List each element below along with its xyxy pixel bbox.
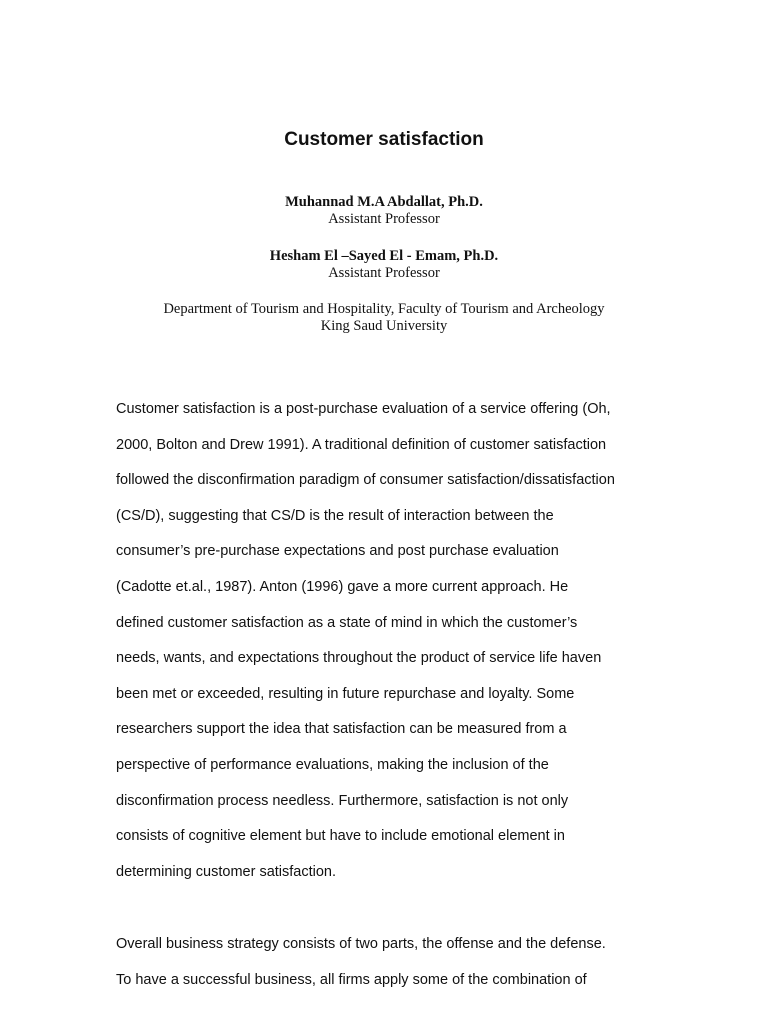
paragraph-1: [116, 392, 656, 890]
text-line: consists of cognitive element but have to include emotional element in: [116, 828, 565, 845]
text-line: (Cadotte et.al., 1987). Anton (1996) gave a more current approach. He: [116, 578, 569, 595]
text-line: defined customer satisfaction as a state of mind in which the customer’s: [116, 614, 578, 631]
text-line: (CS/D), suggesting that CS/D is the result of interaction between the: [116, 507, 554, 524]
author-block-2: [0, 248, 768, 282]
author-name: Muhannad M.A Abdallat, Ph.D.: [285, 194, 483, 210]
author-role: Assistant Professor: [328, 265, 440, 281]
text-line: been met or exceeded, resulting in future repurchase and loyalty. Some: [116, 685, 575, 702]
author-name: Hesham El –Sayed El - Emam, Ph.D.: [269, 248, 499, 264]
text-line: disconfirmation process needless. Furthermore, satisfaction is not only: [116, 792, 569, 809]
text-line: Overall business strategy consists of two parts, the offense and the defense.: [116, 936, 606, 952]
text-line: needs, wants, and expectations throughout the product of service life haven: [116, 650, 602, 667]
affiliation: [0, 301, 768, 335]
text-line: 2000, Bolton and Drew 1991). A traditional definition of customer satisfaction: [116, 436, 607, 453]
text-line: To have a successful business, all firms apply some of the combination of: [116, 971, 587, 988]
department: Department of Tourism and Hospitality, Faculty of Tourism and Archeology: [163, 301, 605, 317]
paragraph-2: [116, 927, 656, 998]
university: King Saud University: [320, 318, 448, 334]
text-line: researchers support the idea that satisfaction can be measured from a: [116, 721, 567, 738]
paper-title: Customer satisfaction: [284, 129, 484, 150]
author-role: Assistant Professor: [328, 211, 440, 227]
text-line: determining customer satisfaction.: [116, 863, 337, 880]
text-line: followed the disconfirmation paradigm of consumer satisfaction/dissatisfaction: [116, 472, 615, 489]
text-line: Customer satisfaction is a post-purchase evaluation of a service offering (Oh,: [116, 401, 611, 417]
text-line: perspective of performance evaluations, making the inclusion of the: [116, 756, 549, 773]
author-block-1: [0, 194, 768, 228]
text-line: consumer’s pre-purchase expectations and post purchase evaluation: [116, 543, 559, 560]
